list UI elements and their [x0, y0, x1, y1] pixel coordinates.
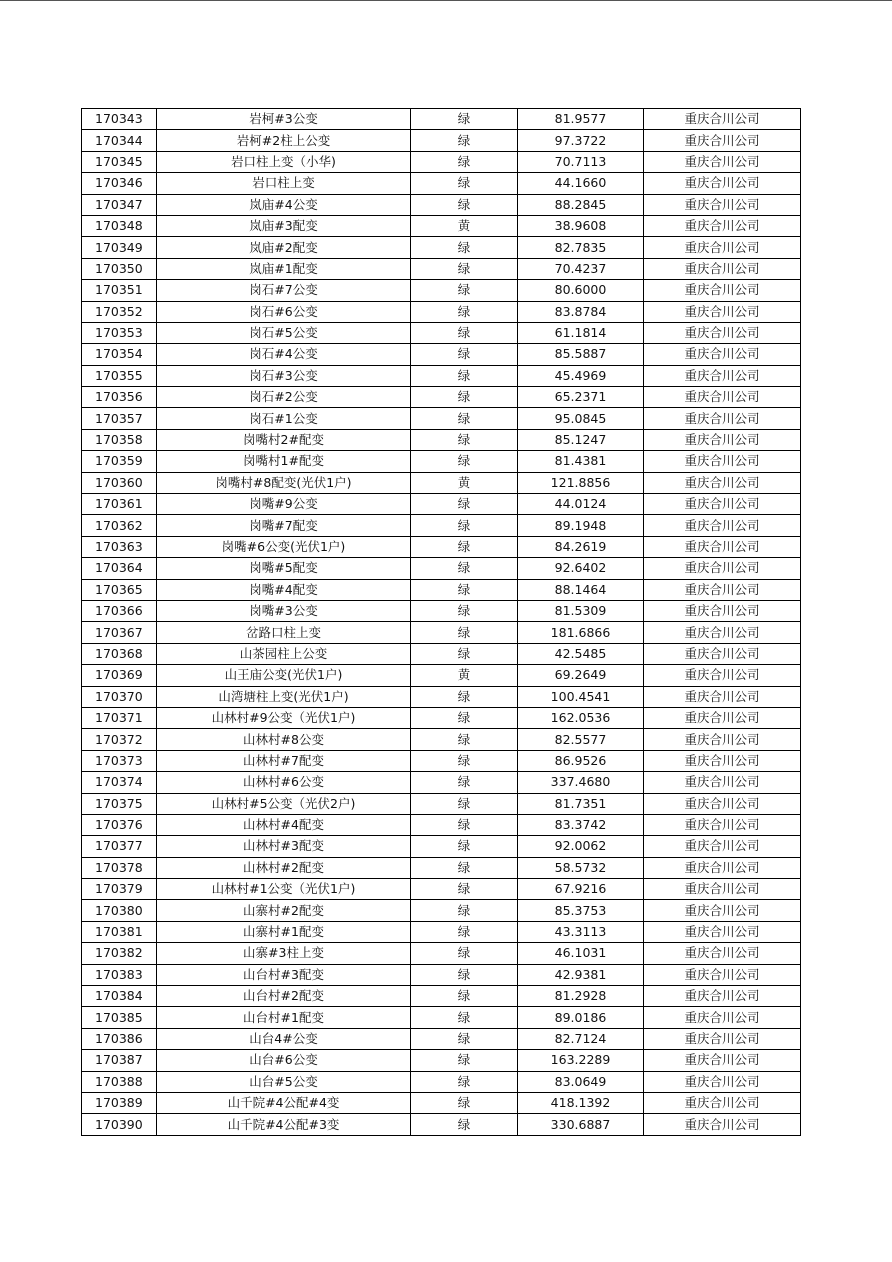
status-color-cell: 绿	[411, 1071, 518, 1092]
row-id-cell: 170355	[82, 365, 157, 386]
row-id-cell: 170373	[82, 750, 157, 771]
value-cell: 42.9381	[518, 964, 644, 985]
company-cell: 重庆合川公司	[644, 301, 801, 322]
value-cell: 92.6402	[518, 558, 644, 579]
transformer-name-cell: 山林村#2配变	[157, 857, 411, 878]
company-cell: 重庆合川公司	[644, 836, 801, 857]
table-row	[82, 900, 801, 921]
company-cell: 重庆合川公司	[644, 729, 801, 750]
row-id-cell: 170378	[82, 857, 157, 878]
transformer-name-cell: 岗石#4公变	[157, 344, 411, 365]
status-color-cell: 绿	[411, 194, 518, 215]
status-color-cell: 绿	[411, 536, 518, 557]
table-row	[82, 494, 801, 515]
status-color-cell: 绿	[411, 750, 518, 771]
transformer-name-cell: 岩口柱上变	[157, 173, 411, 194]
status-color-cell: 黄	[411, 665, 518, 686]
value-cell: 100.4541	[518, 686, 644, 707]
transformer-name-cell: 岗石#2公变	[157, 387, 411, 408]
status-color-cell: 绿	[411, 237, 518, 258]
table-row	[82, 151, 801, 172]
value-cell: 95.0845	[518, 408, 644, 429]
company-cell: 重庆合川公司	[644, 1028, 801, 1049]
company-cell: 重庆合川公司	[644, 879, 801, 900]
transformer-name-cell: 岗嘴#7配变	[157, 515, 411, 536]
value-cell: 67.9216	[518, 879, 644, 900]
transformer-name-cell: 山林村#6公变	[157, 772, 411, 793]
transformer-name-cell: 山台村#1配变	[157, 1007, 411, 1028]
transformer-name-cell: 山湾塘柱上变(光伏1户)	[157, 686, 411, 707]
row-id-cell: 170377	[82, 836, 157, 857]
transformer-name-cell: 山寨#3柱上变	[157, 943, 411, 964]
status-color-cell: 绿	[411, 622, 518, 643]
row-id-cell: 170365	[82, 579, 157, 600]
status-color-cell: 绿	[411, 643, 518, 664]
row-id-cell: 170345	[82, 151, 157, 172]
row-id-cell: 170344	[82, 130, 157, 151]
table-row	[82, 729, 801, 750]
row-id-cell: 170382	[82, 943, 157, 964]
row-id-cell: 170346	[82, 173, 157, 194]
transformer-name-cell: 岗石#6公变	[157, 301, 411, 322]
table-row	[82, 643, 801, 664]
transformer-name-cell: 山寨村#1配变	[157, 921, 411, 942]
row-id-cell: 170372	[82, 729, 157, 750]
table-row	[82, 194, 801, 215]
transformer-name-cell: 山王庙公变(光伏1户)	[157, 665, 411, 686]
value-cell: 86.9526	[518, 750, 644, 771]
value-cell: 163.2289	[518, 1050, 644, 1071]
status-color-cell: 绿	[411, 600, 518, 621]
value-cell: 85.1247	[518, 429, 644, 450]
value-cell: 83.0649	[518, 1071, 644, 1092]
company-cell: 重庆合川公司	[644, 322, 801, 343]
company-cell: 重庆合川公司	[644, 408, 801, 429]
row-id-cell: 170358	[82, 429, 157, 450]
company-cell: 重庆合川公司	[644, 280, 801, 301]
company-cell: 重庆合川公司	[644, 387, 801, 408]
row-id-cell: 170388	[82, 1071, 157, 1092]
table-row	[82, 301, 801, 322]
status-color-cell: 绿	[411, 515, 518, 536]
row-id-cell: 170350	[82, 258, 157, 279]
transformer-name-cell: 山林村#5公变（光伏2户)	[157, 793, 411, 814]
company-cell: 重庆合川公司	[644, 472, 801, 493]
value-cell: 181.6866	[518, 622, 644, 643]
status-color-cell: 绿	[411, 814, 518, 835]
status-color-cell: 绿	[411, 1092, 518, 1113]
status-color-cell: 绿	[411, 879, 518, 900]
value-cell: 330.6887	[518, 1114, 644, 1135]
company-cell: 重庆合川公司	[644, 151, 801, 172]
value-cell: 82.7835	[518, 237, 644, 258]
transformer-name-cell: 山林村#9公变（光伏1户)	[157, 707, 411, 728]
value-cell: 82.5577	[518, 729, 644, 750]
status-color-cell: 绿	[411, 857, 518, 878]
status-color-cell: 绿	[411, 579, 518, 600]
row-id-cell: 170374	[82, 772, 157, 793]
status-color-cell: 绿	[411, 921, 518, 942]
transformer-name-cell: 山林村#7配变	[157, 750, 411, 771]
status-color-cell: 绿	[411, 1028, 518, 1049]
row-id-cell: 170384	[82, 986, 157, 1007]
company-cell: 重庆合川公司	[644, 686, 801, 707]
table-row	[82, 237, 801, 258]
transformer-name-cell: 山台#5公变	[157, 1071, 411, 1092]
value-cell: 69.2649	[518, 665, 644, 686]
table-row	[82, 793, 801, 814]
company-cell: 重庆合川公司	[644, 579, 801, 600]
table-row	[82, 943, 801, 964]
row-id-cell: 170347	[82, 194, 157, 215]
table-row	[82, 814, 801, 835]
value-cell: 85.3753	[518, 900, 644, 921]
transformer-name-cell: 岚庙#4公变	[157, 194, 411, 215]
value-cell: 70.7113	[518, 151, 644, 172]
company-cell: 重庆合川公司	[644, 964, 801, 985]
table-row	[82, 536, 801, 557]
status-color-cell: 绿	[411, 686, 518, 707]
table-row	[82, 665, 801, 686]
status-color-cell: 绿	[411, 365, 518, 386]
transformer-name-cell: 山茶园柱上公变	[157, 643, 411, 664]
value-cell: 162.0536	[518, 707, 644, 728]
table-row	[82, 344, 801, 365]
value-cell: 81.4381	[518, 451, 644, 472]
row-id-cell: 170375	[82, 793, 157, 814]
row-id-cell: 170348	[82, 215, 157, 236]
row-id-cell: 170366	[82, 600, 157, 621]
row-id-cell: 170383	[82, 964, 157, 985]
company-cell: 重庆合川公司	[644, 600, 801, 621]
row-id-cell: 170363	[82, 536, 157, 557]
table-row	[82, 429, 801, 450]
status-color-cell: 绿	[411, 1050, 518, 1071]
status-color-cell: 绿	[411, 729, 518, 750]
company-cell: 重庆合川公司	[644, 921, 801, 942]
value-cell: 97.3722	[518, 130, 644, 151]
status-color-cell: 绿	[411, 1114, 518, 1135]
row-id-cell: 170379	[82, 879, 157, 900]
page-top-border	[0, 0, 892, 1]
company-cell: 重庆合川公司	[644, 109, 801, 130]
table-row	[82, 1092, 801, 1113]
row-id-cell: 170370	[82, 686, 157, 707]
company-cell: 重庆合川公司	[644, 215, 801, 236]
transformer-name-cell: 山林村#4配变	[157, 814, 411, 835]
value-cell: 42.5485	[518, 643, 644, 664]
table-row	[82, 579, 801, 600]
value-cell: 84.2619	[518, 536, 644, 557]
status-color-cell: 绿	[411, 943, 518, 964]
status-color-cell: 绿	[411, 151, 518, 172]
status-color-cell: 绿	[411, 494, 518, 515]
value-cell: 82.7124	[518, 1028, 644, 1049]
row-id-cell: 170389	[82, 1092, 157, 1113]
value-cell: 80.6000	[518, 280, 644, 301]
transformer-name-cell: 山寨村#2配变	[157, 900, 411, 921]
transformer-name-cell: 岗石#5公变	[157, 322, 411, 343]
transformer-name-cell: 岔路口柱上变	[157, 622, 411, 643]
table-row	[82, 1071, 801, 1092]
value-cell: 38.9608	[518, 215, 644, 236]
value-cell: 43.3113	[518, 921, 644, 942]
company-cell: 重庆合川公司	[644, 429, 801, 450]
status-color-cell: 绿	[411, 322, 518, 343]
transformer-name-cell: 山林村#3配变	[157, 836, 411, 857]
transformer-name-cell: 岩柯#3公变	[157, 109, 411, 130]
row-id-cell: 170356	[82, 387, 157, 408]
row-id-cell: 170364	[82, 558, 157, 579]
row-id-cell: 170367	[82, 622, 157, 643]
row-id-cell: 170371	[82, 707, 157, 728]
transformer-name-cell: 岗嘴村#8配变(光伏1户)	[157, 472, 411, 493]
value-cell: 121.8856	[518, 472, 644, 493]
company-cell: 重庆合川公司	[644, 986, 801, 1007]
table-row	[82, 707, 801, 728]
value-cell: 88.2845	[518, 194, 644, 215]
value-cell: 45.4969	[518, 365, 644, 386]
status-color-cell: 绿	[411, 900, 518, 921]
status-color-cell: 绿	[411, 109, 518, 130]
table-row	[82, 215, 801, 236]
row-id-cell: 170360	[82, 472, 157, 493]
row-id-cell: 170349	[82, 237, 157, 258]
row-id-cell: 170361	[82, 494, 157, 515]
transformer-name-cell: 岗嘴村2#配变	[157, 429, 411, 450]
company-cell: 重庆合川公司	[644, 665, 801, 686]
company-cell: 重庆合川公司	[644, 707, 801, 728]
row-id-cell: 170387	[82, 1050, 157, 1071]
company-cell: 重庆合川公司	[644, 772, 801, 793]
row-id-cell: 170362	[82, 515, 157, 536]
value-cell: 81.5309	[518, 600, 644, 621]
company-cell: 重庆合川公司	[644, 194, 801, 215]
transformer-name-cell: 岗嘴#4配变	[157, 579, 411, 600]
value-cell: 46.1031	[518, 943, 644, 964]
status-color-cell: 绿	[411, 173, 518, 194]
status-color-cell: 绿	[411, 451, 518, 472]
table-row	[82, 986, 801, 1007]
value-cell: 70.4237	[518, 258, 644, 279]
company-cell: 重庆合川公司	[644, 622, 801, 643]
status-color-cell: 绿	[411, 986, 518, 1007]
transformer-name-cell: 岩口柱上变（小华)	[157, 151, 411, 172]
row-id-cell: 170352	[82, 301, 157, 322]
row-id-cell: 170353	[82, 322, 157, 343]
value-cell: 83.8784	[518, 301, 644, 322]
company-cell: 重庆合川公司	[644, 793, 801, 814]
company-cell: 重庆合川公司	[644, 814, 801, 835]
row-id-cell: 170386	[82, 1028, 157, 1049]
company-cell: 重庆合川公司	[644, 1050, 801, 1071]
table-row	[82, 472, 801, 493]
row-id-cell: 170381	[82, 921, 157, 942]
company-cell: 重庆合川公司	[644, 130, 801, 151]
table-row	[82, 109, 801, 130]
row-id-cell: 170380	[82, 900, 157, 921]
value-cell: 65.2371	[518, 387, 644, 408]
transformer-name-cell: 岗嘴#9公变	[157, 494, 411, 515]
table-row	[82, 1050, 801, 1071]
value-cell: 58.5732	[518, 857, 644, 878]
transformer-name-cell: 岩柯#2柱上公变	[157, 130, 411, 151]
row-id-cell: 170351	[82, 280, 157, 301]
row-id-cell: 170357	[82, 408, 157, 429]
table-row	[82, 558, 801, 579]
row-id-cell: 170359	[82, 451, 157, 472]
company-cell: 重庆合川公司	[644, 1092, 801, 1113]
status-color-cell: 绿	[411, 408, 518, 429]
company-cell: 重庆合川公司	[644, 451, 801, 472]
table-row	[82, 1007, 801, 1028]
status-color-cell: 黄	[411, 472, 518, 493]
company-cell: 重庆合川公司	[644, 1007, 801, 1028]
value-cell: 85.5887	[518, 344, 644, 365]
table-row	[82, 857, 801, 878]
table-row	[82, 879, 801, 900]
table-row	[82, 280, 801, 301]
table-row	[82, 322, 801, 343]
value-cell: 89.0186	[518, 1007, 644, 1028]
table-body	[82, 109, 801, 1136]
value-cell: 89.1948	[518, 515, 644, 536]
status-color-cell: 绿	[411, 558, 518, 579]
transformer-name-cell: 岗石#1公变	[157, 408, 411, 429]
transformer-name-cell: 山林村#8公变	[157, 729, 411, 750]
company-cell: 重庆合川公司	[644, 857, 801, 878]
value-cell: 61.1814	[518, 322, 644, 343]
table-row	[82, 451, 801, 472]
status-color-cell: 绿	[411, 301, 518, 322]
value-cell: 81.2928	[518, 986, 644, 1007]
company-cell: 重庆合川公司	[644, 344, 801, 365]
company-cell: 重庆合川公司	[644, 558, 801, 579]
transformer-name-cell: 山千院#4公配#3变	[157, 1114, 411, 1135]
row-id-cell: 170368	[82, 643, 157, 664]
table-row	[82, 600, 801, 621]
table-row	[82, 1028, 801, 1049]
status-color-cell: 绿	[411, 344, 518, 365]
transformer-name-cell: 山台#6公变	[157, 1050, 411, 1071]
transformer-name-cell: 岗石#3公变	[157, 365, 411, 386]
transformer-name-cell: 岗嘴#6公变(光伏1户)	[157, 536, 411, 557]
table-row	[82, 173, 801, 194]
transformer-name-cell: 岗嘴#3公变	[157, 600, 411, 621]
company-cell: 重庆合川公司	[644, 750, 801, 771]
value-cell: 88.1464	[518, 579, 644, 600]
company-cell: 重庆合川公司	[644, 515, 801, 536]
value-cell: 83.3742	[518, 814, 644, 835]
transformer-name-cell: 岗嘴村1#配变	[157, 451, 411, 472]
table-row	[82, 772, 801, 793]
value-cell: 44.0124	[518, 494, 644, 515]
value-cell: 418.1392	[518, 1092, 644, 1113]
status-color-cell: 绿	[411, 387, 518, 408]
value-cell: 81.7351	[518, 793, 644, 814]
company-cell: 重庆合川公司	[644, 1071, 801, 1092]
transformer-name-cell: 山台4#公变	[157, 1028, 411, 1049]
row-id-cell: 170385	[82, 1007, 157, 1028]
transformer-name-cell: 山台村#3配变	[157, 964, 411, 985]
row-id-cell: 170369	[82, 665, 157, 686]
table-row	[82, 964, 801, 985]
status-color-cell: 绿	[411, 793, 518, 814]
company-cell: 重庆合川公司	[644, 258, 801, 279]
transformer-name-cell: 山林村#1公变（光伏1户)	[157, 879, 411, 900]
transformer-table	[81, 108, 801, 1136]
company-cell: 重庆合川公司	[644, 536, 801, 557]
status-color-cell: 绿	[411, 707, 518, 728]
company-cell: 重庆合川公司	[644, 173, 801, 194]
transformer-name-cell: 岚庙#2配变	[157, 237, 411, 258]
transformer-name-cell: 岗石#7公变	[157, 280, 411, 301]
table-row	[82, 622, 801, 643]
table-row	[82, 921, 801, 942]
transformer-name-cell: 岚庙#1配变	[157, 258, 411, 279]
row-id-cell: 170390	[82, 1114, 157, 1135]
table-row	[82, 130, 801, 151]
row-id-cell: 170354	[82, 344, 157, 365]
status-color-cell: 绿	[411, 1007, 518, 1028]
status-color-cell: 绿	[411, 258, 518, 279]
transformer-name-cell: 岚庙#3配变	[157, 215, 411, 236]
value-cell: 337.4680	[518, 772, 644, 793]
transformer-name-cell: 岗嘴#5配变	[157, 558, 411, 579]
table-row	[82, 686, 801, 707]
status-color-cell: 绿	[411, 964, 518, 985]
company-cell: 重庆合川公司	[644, 494, 801, 515]
table-row	[82, 836, 801, 857]
company-cell: 重庆合川公司	[644, 237, 801, 258]
table-row	[82, 387, 801, 408]
value-cell: 92.0062	[518, 836, 644, 857]
table-row	[82, 365, 801, 386]
value-cell: 44.1660	[518, 173, 644, 194]
company-cell: 重庆合川公司	[644, 900, 801, 921]
status-color-cell: 绿	[411, 836, 518, 857]
company-cell: 重庆合川公司	[644, 643, 801, 664]
status-color-cell: 绿	[411, 280, 518, 301]
status-color-cell: 绿	[411, 772, 518, 793]
row-id-cell: 170343	[82, 109, 157, 130]
row-id-cell: 170376	[82, 814, 157, 835]
status-color-cell: 黄	[411, 215, 518, 236]
status-color-cell: 绿	[411, 429, 518, 450]
company-cell: 重庆合川公司	[644, 365, 801, 386]
table-row	[82, 408, 801, 429]
company-cell: 重庆合川公司	[644, 1114, 801, 1135]
table-row	[82, 750, 801, 771]
value-cell: 81.9577	[518, 109, 644, 130]
status-color-cell: 绿	[411, 130, 518, 151]
transformer-name-cell: 山台村#2配变	[157, 986, 411, 1007]
transformer-name-cell: 山千院#4公配#4变	[157, 1092, 411, 1113]
table-row	[82, 515, 801, 536]
table-row	[82, 258, 801, 279]
company-cell: 重庆合川公司	[644, 943, 801, 964]
table-row	[82, 1114, 801, 1135]
